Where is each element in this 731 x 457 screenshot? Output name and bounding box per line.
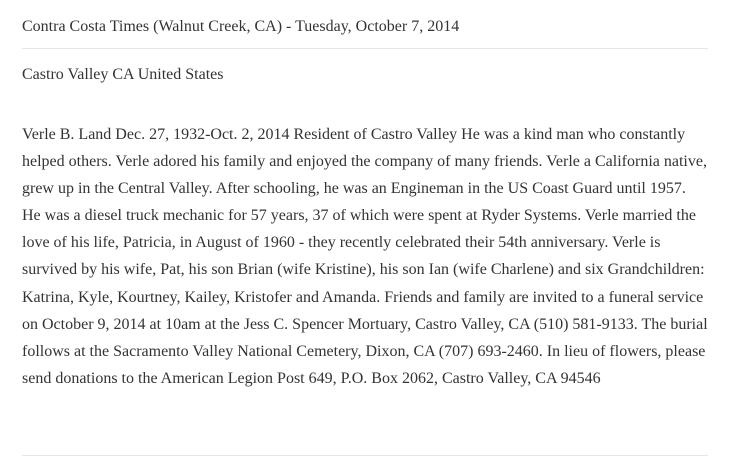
obituary-text: Verle B. Land Dec. 27, 1932-Oct. 2, 2014 Resident of Castro Valley He was a kind man who constantly helped others. Verle adored his family and enjoyed the company of many friends. Verle a California native, grew up in the Central Valley. After schooling, he was an Engineman in the US Coast Guard until 1957. He was a diesel truck mechanic for 57 years, 37 of which were spent at Ryder Systems. Verle married the love of his life, Patricia, in August of 1960 - they recently celebrated their 54th anniversary. Verle is survived by his wife, Pat, his son Brian (wife Kristine), his son Ian (wife Charlene) and six Grandchildren: Katrina, Kyle, Kourtney, Kailey, Kristofer and Amanda. Friends and family are invited to a funeral service on October 9, 2014 at 10am at the Jess C. Spencer Mortuary, Castro Valley, CA (510) 581-9133. The burial follows at the Sacramento Valley National Cemetery, Dixon, CA (707) 693-2460. In lieu of flowers, please send donations to the American Legion Post 649, P.O. Box 2062, Castro Valley, CA 94546	[22, 126, 708, 387]
top-divider	[22, 48, 708, 49]
publication-source: Contra Costa Times (Walnut Creek, CA) - Tuesday, October 7, 2014	[22, 18, 460, 35]
bottom-divider	[22, 455, 708, 456]
location: Castro Valley CA United States	[22, 66, 224, 83]
